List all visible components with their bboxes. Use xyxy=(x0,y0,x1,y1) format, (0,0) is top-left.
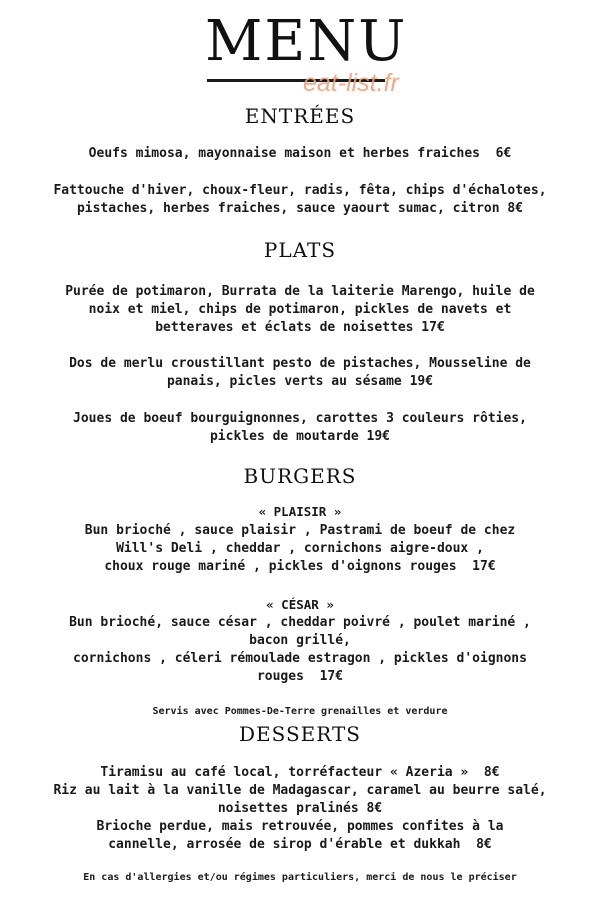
menu-item: Brioche perdue, mais retrouvée, pommes confites à la xyxy=(96,819,504,834)
menu-item: pistaches, herbes fraiches, sauce yaourt sumac, citron 8€ xyxy=(76,201,524,216)
menu-item: cornichons , céleri rémoulade estragon , pickles d'oignons xyxy=(73,651,527,666)
menu-item: noix et miel, chips de potimaron, pickles de navets et xyxy=(88,302,512,317)
menu-item: Riz au lait à la vanille de Madagascar, caramel au beurre salé, xyxy=(53,783,547,798)
menu-item: Purée de potimaron, Burrata de la laiterie Marengo, huile de xyxy=(65,284,535,299)
menu-item: noisettes pralinés 8€ xyxy=(217,801,383,816)
burger-side-note: Servis avec Pommes-De-Terre grenailles et verdure xyxy=(152,706,448,717)
menu-item: choux rouge mariné , pickles d'oignons rouges 17€ xyxy=(104,559,496,574)
menu-item: panais, picles verts au sésame 19€ xyxy=(166,374,434,389)
menu-item: Will's Deli , cheddar , cornichons aigre-doux , xyxy=(116,541,484,556)
menu-item: bacon grillé, xyxy=(249,633,351,648)
allergy-footer-note: En cas d'allergies et/ou régimes particuliers, merci de nous le préciser xyxy=(83,872,517,883)
menu-item: Bun brioché , sauce plaisir , Pastrami de boeuf de chez xyxy=(84,523,516,538)
watermark-logo: eat-list.fr xyxy=(303,69,399,97)
page-title: MENU xyxy=(205,9,408,74)
menu-item: Fattouche d'hiver, choux-fleur, radis, fêta, chips d'échalotes, xyxy=(53,183,547,198)
section-title-plats: PLATS xyxy=(263,238,337,262)
menu-item: Oeufs mimosa, mayonnaise maison et herbes fraiches 6€ xyxy=(88,146,512,161)
burger-name-plaisir: « PLAISIR » xyxy=(258,504,342,519)
menu-item: rouges 17€ xyxy=(256,669,344,684)
menu-item: Bun brioché, sauce césar , cheddar poivré , poulet mariné , xyxy=(69,615,531,630)
menu-item: cannelle, arrosée de sirop d'érable et dukkah 8€ xyxy=(108,837,492,852)
menu-item: Dos de merlu croustillant pesto de pistaches, Mousseline de xyxy=(69,356,531,371)
section-title-burgers: BURGERS xyxy=(243,464,357,488)
section-title-entrees: ENTRÉES xyxy=(244,104,356,128)
burger-name-cesar: « CÉSAR » xyxy=(266,597,334,612)
menu-item: Tiramisu au café local, torréfacteur « Azeria » 8€ xyxy=(100,765,500,780)
menu-header xyxy=(0,9,600,97)
menu-item: betteraves et éclats de noisettes 17€ xyxy=(155,320,445,335)
menu-item: Joues de boeuf bourguignonnes, carottes 3 couleurs rôties, xyxy=(73,411,527,426)
section-title-desserts: DESSERTS xyxy=(238,722,362,746)
menu-item: pickles de moutarde 19€ xyxy=(209,429,390,444)
